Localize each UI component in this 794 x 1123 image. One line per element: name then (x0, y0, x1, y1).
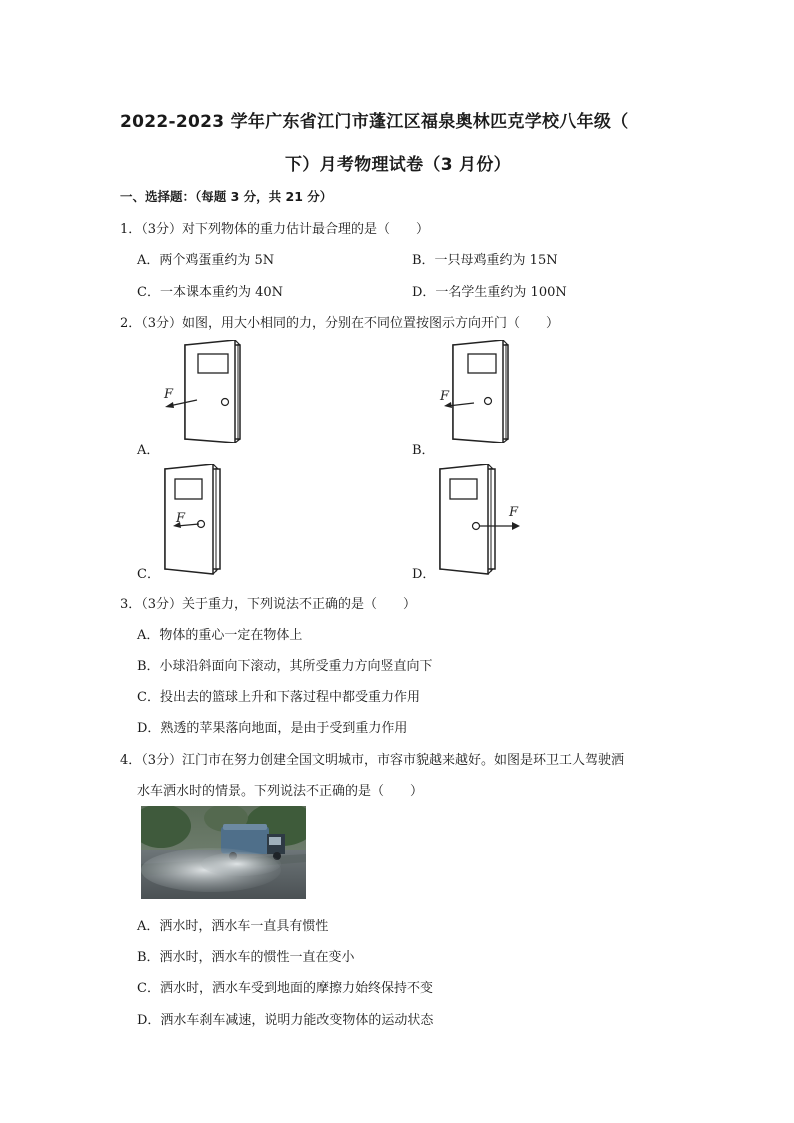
question-4-option-d: D．洒水车刹车减速，说明力能改变物体的运动状态 (137, 1013, 434, 1028)
question-2-stem: 2．（3分）如图，用大小相同的力，分别在不同位置按图示方向开门（ ） (120, 316, 560, 331)
door-diagram-d (430, 464, 530, 576)
force-label-c: F (176, 511, 186, 526)
question-4-option-a: A．洒水时，洒水车一直具有惯性 (137, 919, 329, 934)
question-3-stem: 3．（3分）关于重力，下列说法不正确的是（ ） (120, 597, 417, 612)
door-diagram-b (430, 340, 525, 443)
question-2-option-d: D． (412, 567, 436, 582)
question-2-option-b: B． (412, 443, 435, 458)
door-diagram-c (155, 464, 250, 576)
question-2-option-c: C． (137, 567, 160, 582)
question-3-option-a: A．物体的重心一定在物体上 (137, 628, 303, 643)
section-heading-choice: 一、选择题：（每题 3 分，共 21 分） (120, 189, 333, 204)
question-4-stem-line2: 水车洒水时的情景。下列说法不正确的是（ ） (137, 784, 424, 799)
door-diagram-a (155, 340, 250, 443)
question-3-option-b: B．小球沿斜面向下滚动，其所受重力方向竖直向下 (137, 659, 433, 674)
question-4-option-b: B．洒水时，洒水车的惯性一直在变小 (137, 950, 355, 965)
force-label-d: F (509, 505, 519, 520)
page-title-line2: 下）月考物理试卷（3 月份） (285, 155, 511, 175)
question-1-option-b: B．一只母鸡重约为 15N (412, 253, 558, 268)
page-title-line1: 2022-2023 学年广东省江门市蓬江区福泉奥林匹克学校八年级（ (120, 112, 629, 132)
question-1-option-d: D．一名学生重约为 100N (412, 285, 567, 300)
question-1-option-c: C．一本课本重约为 40N (137, 285, 283, 300)
question-4-stem-line1: 4．（3分）江门市在努力创建全国文明城市，市容市貌越来越好。如图是环卫工人驾驶洒 (120, 753, 625, 768)
sprinkler-truck-photo (141, 806, 306, 899)
question-3-option-d: D．熟透的苹果落向地面，是由于受到重力作用 (137, 721, 408, 736)
question-1-option-a: A．两个鸡蛋重约为 5N (137, 253, 275, 268)
question-2-option-a: A． (137, 443, 160, 458)
force-label-b: F (440, 389, 450, 404)
question-3-option-c: C．投出去的篮球上升和下落过程中都受重力作用 (137, 690, 420, 705)
question-4-option-c: C．洒水时，洒水车受到地面的摩擦力始终保持不变 (137, 981, 433, 996)
force-label-a: F (164, 387, 174, 402)
question-1-stem: 1．（3分）对下列物体的重力估计最合理的是（ ） (120, 222, 430, 237)
